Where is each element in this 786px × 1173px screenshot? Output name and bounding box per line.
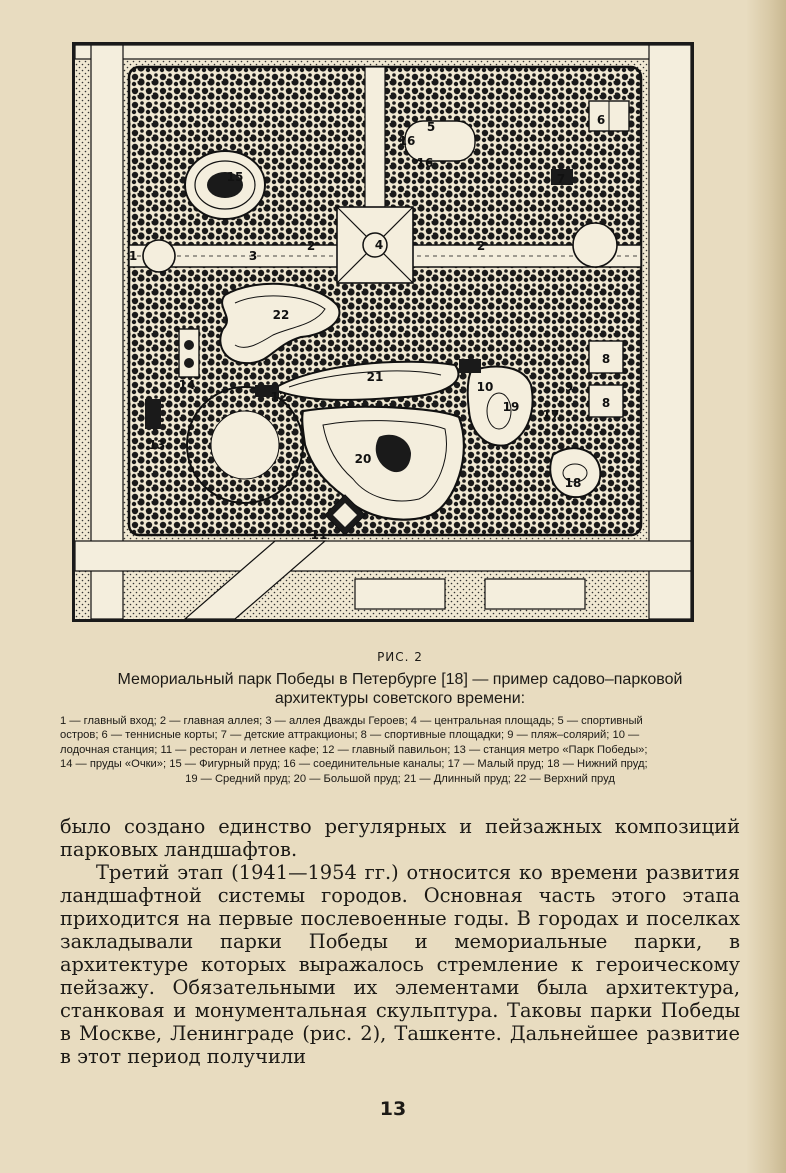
plan-label: 7: [556, 172, 566, 186]
boat-station: [459, 359, 481, 373]
street-east: [649, 45, 691, 619]
south-building-east: [485, 579, 585, 609]
entrance-circle: [143, 240, 175, 272]
plan-label: 1: [128, 249, 138, 263]
legend-line: 19 — Средний пруд; 20 — Большой пруд; 21 — Длинный пруд; 22 — Верхний пруд: [185, 772, 615, 785]
sport-island: [405, 121, 475, 161]
figured-pond: [185, 151, 265, 219]
legend-line: 14 — пруды «Очки»; 15 — Фигурный пруд; 16 — соединительные каналы; 17 — Малый пруд; 18 — Нижний пруд;: [60, 758, 648, 771]
body-text: [60, 815, 740, 1068]
figure-caption: [60, 650, 740, 786]
park-plan-figure: [72, 42, 694, 622]
plan-label: 4: [374, 238, 384, 252]
figure-title: [60, 670, 740, 708]
middle-pond: [468, 367, 533, 446]
plan-label: 14: [178, 378, 196, 392]
metro-station: [145, 399, 161, 429]
park-plan-drawing: [75, 45, 691, 619]
plan-label: 21: [366, 370, 384, 384]
street-north: [75, 45, 691, 59]
legend-line: лодочная станция; 11 — ресторан и летнее кафе; 12 — главный павильон; 13 — станция метро «Парк Победы»;: [60, 743, 648, 756]
plan-label: 6: [596, 113, 606, 127]
page-number: 13: [379, 1098, 407, 1120]
plan-label: 18: [564, 476, 582, 490]
plan-label: 9: [564, 380, 574, 394]
figure-title-line: Мемориальный парк Победы в Петербурге [18] — пример садово–парковой: [117, 671, 683, 688]
figure-legend: [60, 714, 740, 786]
paragraph-main: Третий этап (1941—1954 гг.) относится ко времени развития ландшафтной системы городов. Основная часть этого этапа приходится на первые послевоенные годы. В городах и поселках закладывали парки Победы и мемориальные парки, в архитектуре которых выражалось стремление к героическому пейзажу. Обязательными их элементами была архитектура, станковая и монументальная скульптура. Таковы парки Победы в Москве, Ленинграде (рис. 2), Ташкенте. Дальнейшее развитие в этот период получили: [60, 861, 740, 1068]
plan-label: 11: [310, 528, 328, 542]
plan-label: 13: [148, 438, 166, 452]
figure-title-line: архитектуры советского времени:: [274, 690, 526, 707]
figure-number: РИС. 2: [377, 650, 423, 664]
plan-label: 12: [270, 390, 288, 404]
street-west: [91, 45, 123, 619]
plan-label: 20: [354, 452, 372, 466]
legend-line: остров; 6 — теннисные корты; 7 — детские аттракционы; 8 — спортивные площадки; 9 — пляж–солярий; 10 —: [60, 729, 640, 742]
plan-label: 19: [502, 400, 520, 414]
plan-label: 2: [306, 239, 316, 253]
page-edge-shadow: [746, 0, 786, 1173]
east-roundabout: [573, 223, 617, 267]
legend-line: 1 — главный вход; 2 — главная аллея; 3 — аллея Дважды Героев; 4 — центральная площадь; 5 — спортивный: [60, 715, 643, 727]
ochki-ponds: [179, 329, 199, 377]
south-building: [355, 579, 445, 609]
paragraph-continued: было создано единство регулярных и пейзажных композиций парковых ландшафтов.: [60, 815, 740, 861]
street-south: [75, 541, 691, 571]
plan-label: 17: [542, 408, 560, 422]
plan-label: 8: [601, 396, 611, 410]
plan-label: 8: [601, 352, 611, 366]
plan-label: 22: [272, 308, 290, 322]
plan-label: 16: [416, 156, 434, 170]
plan-label: 10: [476, 380, 494, 394]
plan-label: 3: [248, 249, 258, 263]
plan-label: 5: [426, 120, 436, 134]
plan-label: 15: [226, 170, 244, 184]
plan-label: 2: [476, 239, 486, 253]
plan-label: 16: [398, 134, 416, 148]
